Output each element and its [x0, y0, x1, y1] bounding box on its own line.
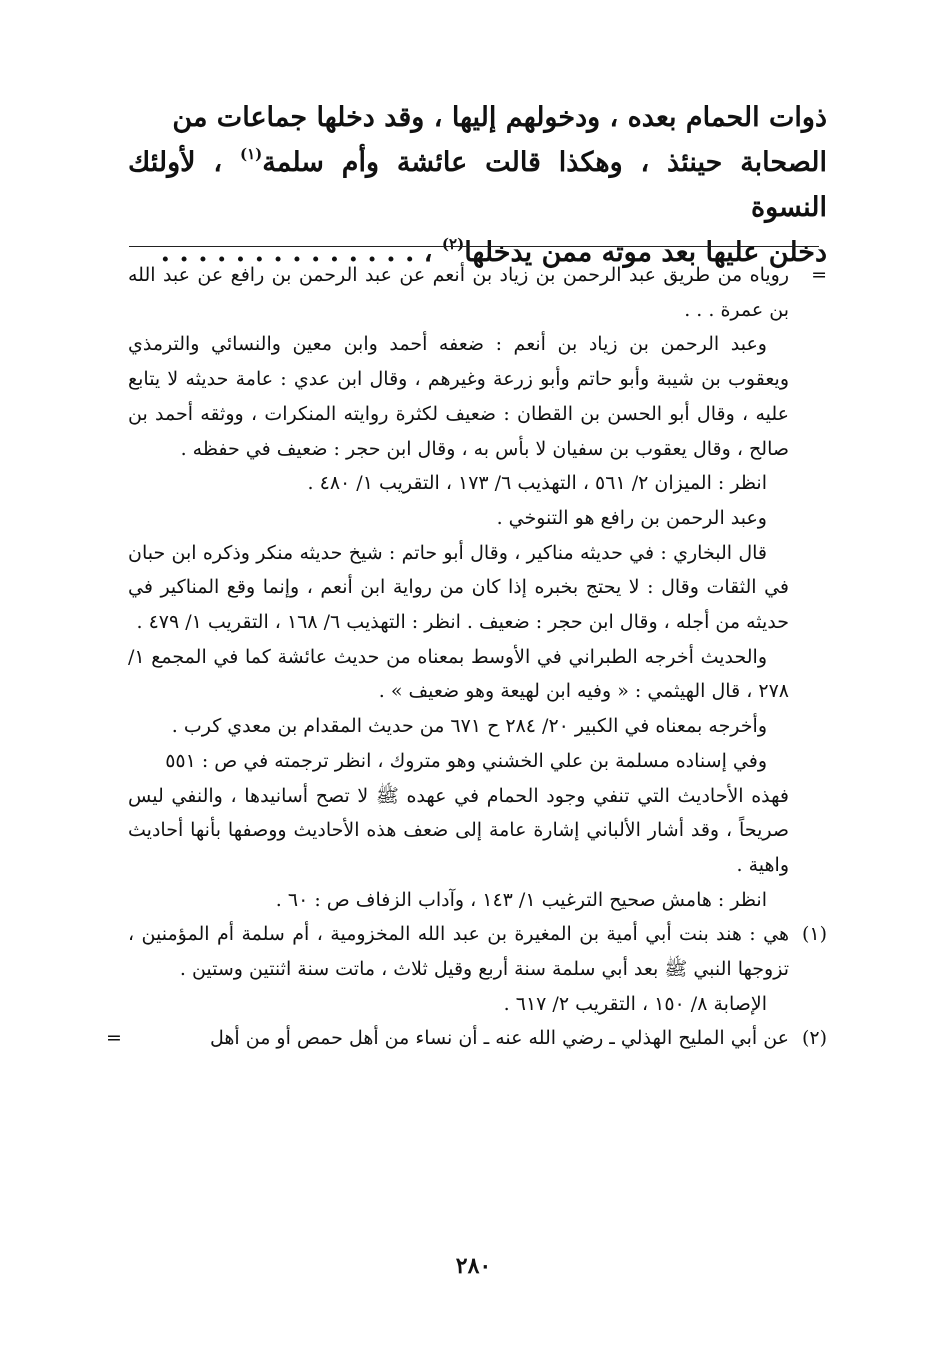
main-line-1 [128, 95, 827, 140]
main-line-2 [128, 140, 827, 230]
continued-marker: = [106, 1027, 122, 1050]
footnote-paragraph: وأخرجه بمعناه في الكبير ٢٠/ ٢٨٤ ح ٦٧١ من حديث المقدام بن معدي كرب . [171, 715, 767, 738]
footnote-2 [106, 1021, 827, 1056]
footnote-1 [128, 917, 827, 1021]
footnote-1-marker: (١) [801, 923, 827, 946]
footnote-1-text: هي : هند بنت أبي أمية بن المغيرة بن عبد الله المخزومية ، أم سلمة أم المؤمنين ، تزوجها النبي ﷺ بعد أبي سلمة سنة أربع وقيل ثلاث ، ماتت سنة اثنتين وستين . [128, 923, 789, 981]
footnote-paragraph: وعبد الرحمن بن رافع هو التنوخي . [496, 506, 767, 529]
footnote-1-reference: الإصابة ٨/ ١٥٠ ، التقريب ٢/ ٦١٧ . [503, 992, 767, 1015]
footnote-ref-1[interactable]: (١) [239, 145, 263, 163]
main-text [128, 95, 827, 275]
main-line-3-text: دخلن عليها بعد موته ممن يدخلها [464, 237, 827, 268]
footnote-paragraph: فهذه الأحاديث التي تنفي وجود الحمام في عهده ﷺ لا تصح أسانيدها ، والنفي ليس صريحاً ، وقد أشار الألباني إشارة عامة إلى ضعف هذه الأحاديث ووصفها بأنها أحاديث واهية . [128, 784, 789, 876]
footnote-paragraph: قال البخاري : في حديثه مناكير ، وقال أبو حاتم : شيخ حديثه منكر وذكره ابن حبان في الثقات وقال : لا يحتج بخبره إذا كان من رواية ابن أنعم ، وإنما وقع المناكير في حديثه من أجله ، وقال ابن حجر : ضعيف . انظر : التهذيب ٦/ ١٦٨ ، التقريب ١/ ٤٧٩ . [128, 541, 789, 634]
page-number: ٢٨٠ [455, 1253, 492, 1279]
footnote-paragraph: والحديث أخرجه الطبراني في الأوسط بمعناه من حديث عائشة كما في المجمع ١/ ٢٧٨ ، قال الهيثمي : « وفيه ابن لهيعة وهو ضعيف » . [128, 645, 789, 703]
continuation-text: روياه من طريق عبد الرحمن بن زياد بن أنعم عن عبد الرحمن بن رافع عن عبد الله بن عمرة . . . [128, 264, 789, 321]
main-line-2-tail: ، لأولئك النسوة [128, 147, 827, 223]
main-line-1-text: ذوات الحمام بعده ، ودخولهم إليها ، وقد دخلها جماعات من [172, 102, 827, 133]
footnote-continuation [128, 258, 827, 327]
main-line-2-text: الصحابة حينئذ ، وهكذا قالت عائشة وأم سلمة [262, 147, 827, 178]
footnote-paragraph: انظر : الميزان ٢/ ٥٦١ ، التهذيب ٦/ ١٧٣ ، التقريب ١/ ٤٨٠ . [307, 472, 767, 495]
footnote-paragraph: وعبد الرحمن بن زياد بن أنعم : ضعفه أحمد وابن معين والنسائي والترمذي ويعقوب بن شيبة وأبو حاتم وأبو زرعة وغيرهم ، وقال ابن عدي : عامة حديثه لا يتابع عليه ، وقال أبو الحسن بن القطان : ضعيف لكثرة روايته المنكرات ، ووثقه أحمد بن صالح ، وقال يعقوب بن سفيان لا بأس به ، وقال ابن حجر : ضعيف في حفظه . [128, 333, 789, 460]
footnote-2-marker: (٢) [801, 1027, 827, 1050]
main-line-3-tail: ، . . . . . . . . . . . . . . [160, 237, 442, 268]
footnote-body [128, 327, 827, 917]
footnote-ref-2[interactable]: (٢) [441, 235, 465, 253]
continuation-marker: = [811, 264, 827, 286]
footnote-paragraph: وفي إسناده مسلمة بن علي الخشني وهو متروك ، انظر ترجمته في ص : ٥٥١ [165, 749, 767, 772]
footnotes [106, 258, 827, 1056]
footnote-2-text: عن أبي المليح الهذلي ـ رضي الله عنه ـ أن نساء من أهل حمص أو من أهل [210, 1027, 789, 1050]
footnote-separator [129, 246, 819, 247]
footnote-paragraph: انظر : هامش صحيح الترغيب ١/ ١٤٣ ، وآداب الزفاف ص : ٦٠ . [275, 888, 767, 911]
